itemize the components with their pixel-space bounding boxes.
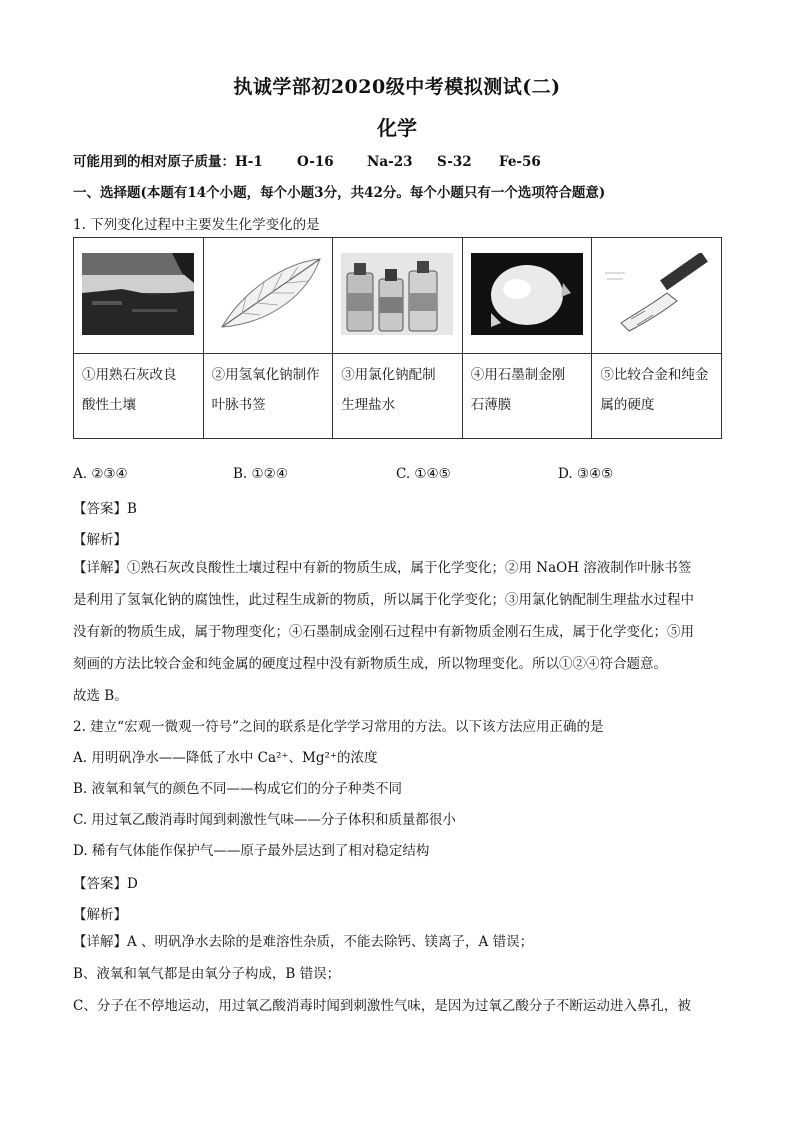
saline-bottles-photo-icon xyxy=(341,253,453,335)
q2-analysis-label: 【解析】 xyxy=(73,907,127,923)
detail-line: 【详解】A 、明矾净水去除的是难溶性杂质，不能去除钙、镁离子，A 错误； xyxy=(73,934,534,950)
q1-choices xyxy=(73,466,673,486)
q1-stem: 1. 下列变化过程中主要发生化学变化的是 xyxy=(73,217,320,233)
q2-detail xyxy=(73,926,725,1022)
field-photo-icon xyxy=(82,253,194,335)
exam-title: 执诚学部初2020级中考模拟测试(二) xyxy=(233,76,561,98)
atomic-mass-line xyxy=(73,150,541,170)
section-heading: 一、选择题(本题有14个小题，每个小题3分，共42分。每个小题只有一个选项符合题意) xyxy=(73,185,606,201)
choice-b[interactable]: B. ①②④ xyxy=(233,466,288,482)
choice-d[interactable]: D. ③④⑤ xyxy=(558,466,614,482)
option-caption: ③用氯化钠配制 生理盐水 xyxy=(333,354,463,439)
detail-line: C、分子在不停地运动，用过氧乙酸消毒时闻到刺激性气味，是因为过氧乙酸分子不断运动进入鼻孔，被 xyxy=(73,998,691,1014)
q1-answer: 【答案】B xyxy=(73,501,137,517)
q2-stem: 2. 建立“宏观一微观一符号”之间的联系是化学学习常用的方法。以下该方法应用正确的是 xyxy=(73,719,604,735)
detail-line: 刻画的方法比较合金和纯金属的硬度过程中没有新物质生成，所以物理变化。所以①②④符合题意。 xyxy=(73,656,667,672)
detail-line: 【详解】①熟石灰改良酸性土壤过程中有新的物质生成，属于化学变化；②用 NaOH 溶液制作叶脉书签 xyxy=(73,560,692,576)
q2-option-a[interactable]: A. 用明矾净水——降低了水中 Ca²⁺、Mg²⁺的浓度 xyxy=(73,750,378,766)
option-caption: ②用氢氧化钠制作 叶脉书签 xyxy=(203,354,333,439)
detail-line: 没有新的物质生成，属于物理变化；④石墨制成金刚石过程中有新物质金刚石生成，属于化学变化；⑤用 xyxy=(73,624,694,640)
option-caption: ⑤比较合金和纯金 属的硬度 xyxy=(592,354,722,439)
detail-line: B、液氧和氧气都是由氧分子构成，B 错误； xyxy=(73,966,341,982)
option-caption: ①用熟石灰改良 酸性土壤 xyxy=(74,354,204,439)
atomic-mass-item: O-16 xyxy=(297,154,334,170)
q2-answer: 【答案】D xyxy=(73,876,138,892)
q1-options-table xyxy=(73,237,722,439)
scratch-test-photo-icon xyxy=(601,253,713,335)
choice-a[interactable]: A. ②③④ xyxy=(73,466,128,482)
choice-c[interactable]: C. ①④⑤ xyxy=(396,466,451,482)
option-image-cell xyxy=(592,238,722,354)
detail-line: 是利用了氢氧化钠的腐蚀性，此过程生成新的物质，所以属于化学变化；③用氯化钠配制生理盐水过程中 xyxy=(73,592,694,608)
option-image-cell xyxy=(333,238,463,354)
q1-analysis-label: 【解析】 xyxy=(73,532,127,548)
atomic-mass-item: Na-23 xyxy=(367,154,413,170)
q2-option-b[interactable]: B. 液氧和氧气的颜色不同——构成它们的分子种类不同 xyxy=(73,781,403,797)
atomic-mass-item: H-1 xyxy=(235,154,263,170)
atomic-mass-item: S-32 xyxy=(437,154,472,170)
detail-line: 故选 B。 xyxy=(73,688,128,704)
option-image-cell xyxy=(462,238,592,354)
diamond-film-photo-icon xyxy=(471,253,583,335)
atomic-mass-item: Fe-56 xyxy=(499,154,541,170)
atomic-mass-label: 可能用到的相对原子质量： xyxy=(73,154,235,170)
q2-option-d[interactable]: D. 稀有气体能作保护气——原子最外层达到了相对稳定结构 xyxy=(73,843,430,859)
option-image-cell xyxy=(203,238,333,354)
leaf-vein-photo-icon xyxy=(212,253,324,335)
option-image-cell xyxy=(74,238,204,354)
option-caption: ④用石墨制金刚 石薄膜 xyxy=(462,354,592,439)
subject-title: 化学 xyxy=(377,116,417,140)
q2-option-c[interactable]: C. 用过氧乙酸消毒时闻到刺激性气味——分子体积和质量都很小 xyxy=(73,812,456,828)
q1-detail xyxy=(73,552,725,712)
